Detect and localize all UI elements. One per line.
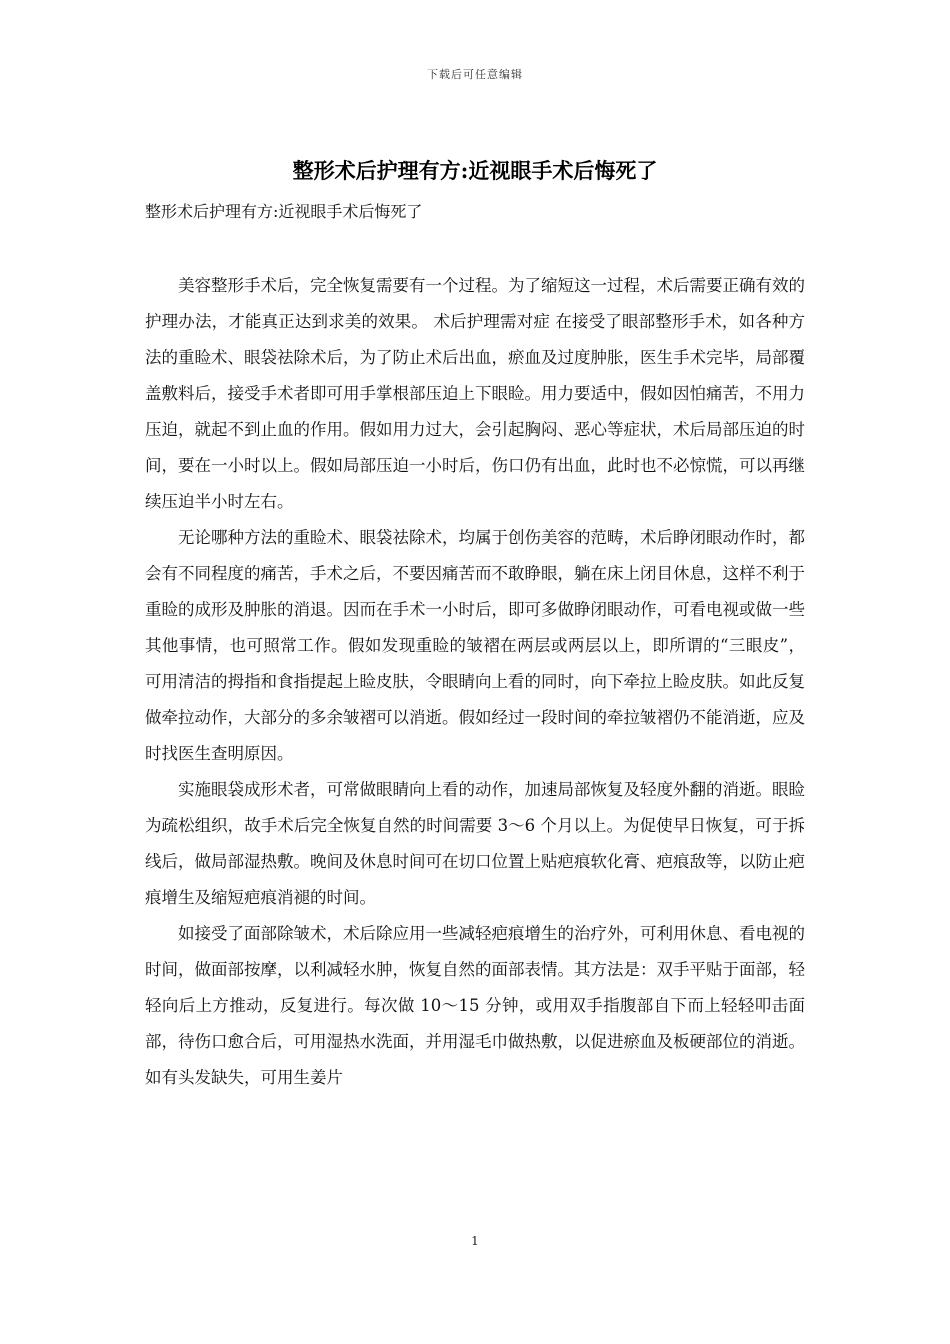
document-subtitle: 整形术后护理有方:近视眼手术后悔死了 [145,202,423,221]
header-note: 下载后可任意编辑 [427,68,523,81]
page-number: 1 [471,1234,479,1248]
body-paragraph: 无论哪种方法的重睑术、眼袋祛除术，均属于创伤美容的范畴，术后睁闭眼动作时，都会有不同程度的痛苦，手术之后，不要因痛苦而不敢睁眼，躺在床上闭目休息，这样不利于重睑的成形及肿胀的消退。因而在手术一小时后，即可多做睁闭眼动作，可看电视或做一些其他事情，也可照常工作。假如发现重睑的皱褶在两层或两层以上，即所谓的“三眼皮”，可用清洁的拇指和食指提起上睑皮肤，令眼睛向上看的同时，向下牵拉上睑皮肤。如此反复做牵拉动作，大部分的多余皱褶可以消逝。假如经过一段时间的牵拉皱褶仍不能消逝，应及时找医生查明原因。 [145,528,805,763]
document-title: 整形术后护理有方:近视眼手术后悔死了 [292,158,658,183]
body-paragraph: 实施眼袋成形术者，可常做眼睛向上看的动作，加速局部恢复及轻度外翻的消逝。眼睑为疏松组织，故手术后完全恢复自然的时间需要 3～6 个月以上。为促使早日恢复，可于拆线后，做局部湿热敷。晚间及休息时间可在切口位置上贴疤痕软化膏、疤痕敌等，以防止疤痕增生及缩短疤痕消褪的时间。 [145,780,805,907]
body-paragraph: 美容整形手术后，完全恢复需要有一个过程。为了缩短这一过程，术后需要正确有效的护理办法，才能真正达到求美的效果。 术后护理需对症 在接受了眼部整形手术，如各种方法的重睑术、眼袋祛除术后，为了防止术后出血，瘀血及过度肿胀，医生手术完毕，局部覆盖敷料后，接受手术者即可用手掌根部压迫上下眼睑。用力要适中，假如因怕痛苦，不用力压迫，就起不到止血的作用。假如用力过大，会引起胸闷、恶心等症状，术后局部压迫的时间，要在一小时以上。假如局部压迫一小时后，伤口仍有出血，此时也不必惊慌，可以再继续压迫半小时左右。 [145,276,805,511]
document-body [145,268,805,1096]
body-paragraph: 如接受了面部除皱术，术后除应用一些减轻疤痕增生的治疗外，可利用休息、看电视的时间，做面部按摩，以利减轻水肿，恢复自然的面部表情。其方法是：双手平贴于面部，轻轻向后上方推动，反复进行。每次做 10～15 分钟，或用双手指腹部自下而上轻轻叩击面部，待伤口愈合后，可用湿热水洗面，并用湿毛巾做热敷，以促进瘀血及板硬部位的消逝。如有头发缺失，可用生姜片 [145,924,805,1087]
